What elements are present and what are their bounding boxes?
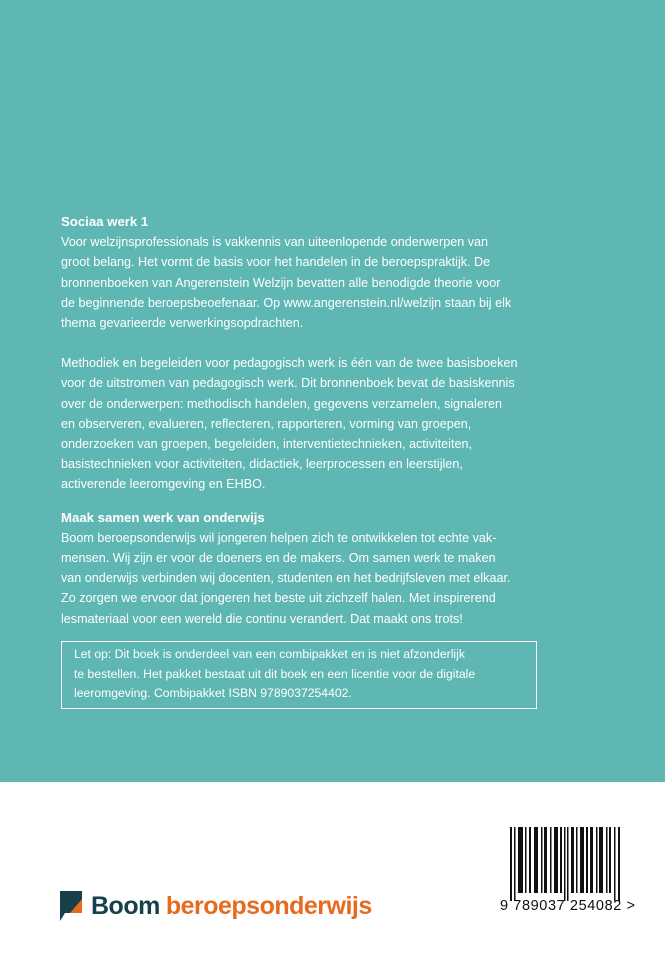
spacer (61, 495, 551, 508)
book-description-paragraph (61, 353, 551, 494)
logo-text-boom: Boom (91, 891, 160, 920)
section-heading-sociaal-werk: Sociaa werk 1 (61, 214, 149, 229)
text-line: de beginnende beroepsbeoefenaar. Op www.angerenstein.nl/welzijn staan bij elk (61, 295, 512, 310)
text-line: Voor welzijnsprofessionals is vakkennis van uiteenlopende onderwerpen van (61, 235, 489, 250)
intro-paragraph (61, 232, 551, 333)
text-line: leeromgeving. Combipakket ISBN 9789037254402. (74, 686, 352, 700)
barcode-icon (510, 827, 622, 901)
text-line: van onderwijs verbinden wij docenten, studenten en het bedrijfsleven met elkaar. (61, 571, 511, 586)
text-line: lesmateriaal voor een wereld die continu verandert. Dat maakt ons trots! (61, 611, 463, 626)
text-line: bronnenboeken van Angerenstein Welzijn bevatten alle benodigde theorie voor (61, 275, 501, 290)
text-line: Zo zorgen we ervoor dat jongeren het beste uit zichzelf halen. Met inspirerend (61, 591, 496, 606)
isbn-number: 9 789037 254082 > (500, 898, 636, 914)
publisher-logo (60, 889, 372, 923)
text-line: Methodiek en begeleiden voor pedagogisch werk is één van de twee basisboeken (61, 356, 518, 371)
back-cover-text (61, 212, 551, 629)
text-line: Let op: Dit boek is onderdeel van een combipakket en is niet afzonderlijk (74, 647, 465, 661)
text-line: Boom beroepsonderwijs wil jongeren helpen zich te ontwikkelen tot echte vak- (61, 530, 497, 545)
text-line: over de onderwerpen: methodisch handelen, gegevens verzamelen, signaleren (61, 396, 503, 411)
boom-logo-mark-icon (60, 891, 82, 921)
text-line: basistechnieken voor activiteiten, didactiek, leerprocessen en leerstijlen, (61, 457, 463, 472)
text-line: mensen. Wij zijn er voor de doeners en de makers. Om samen werk te maken (61, 551, 496, 566)
spacer (61, 333, 551, 353)
publisher-mission-paragraph (61, 528, 551, 629)
text-line: activerende leeromgeving en EHBO. (61, 477, 266, 492)
text-line: voor de uitstromen van pedagogisch werk. Dit bronnenboek bevat de basiskennis (61, 376, 515, 391)
text-line: en observeren, evalueren, reflecteren, rapporteren, vorming van groepen, (61, 416, 472, 431)
text-line: onderzoeken van groepen, begeleiden, interventietechnieken, activiteiten, (61, 437, 472, 452)
text-line: thema gevarieerde verwerkingsopdrachten. (61, 316, 304, 331)
text-line: groot belang. Het vormt de basis voor het handelen in de beroepspraktijk. De (61, 255, 491, 270)
section-heading-maak-samen-werk: Maak samen werk van onderwijs (61, 509, 265, 525)
logo-text-beroepsonderwijs: beroepsonderwijs (165, 891, 372, 920)
text-line: te bestellen. Het pakket bestaat uit dit boek en een licentie voor de digitale (74, 666, 476, 681)
combipakket-notice-box (61, 641, 537, 709)
